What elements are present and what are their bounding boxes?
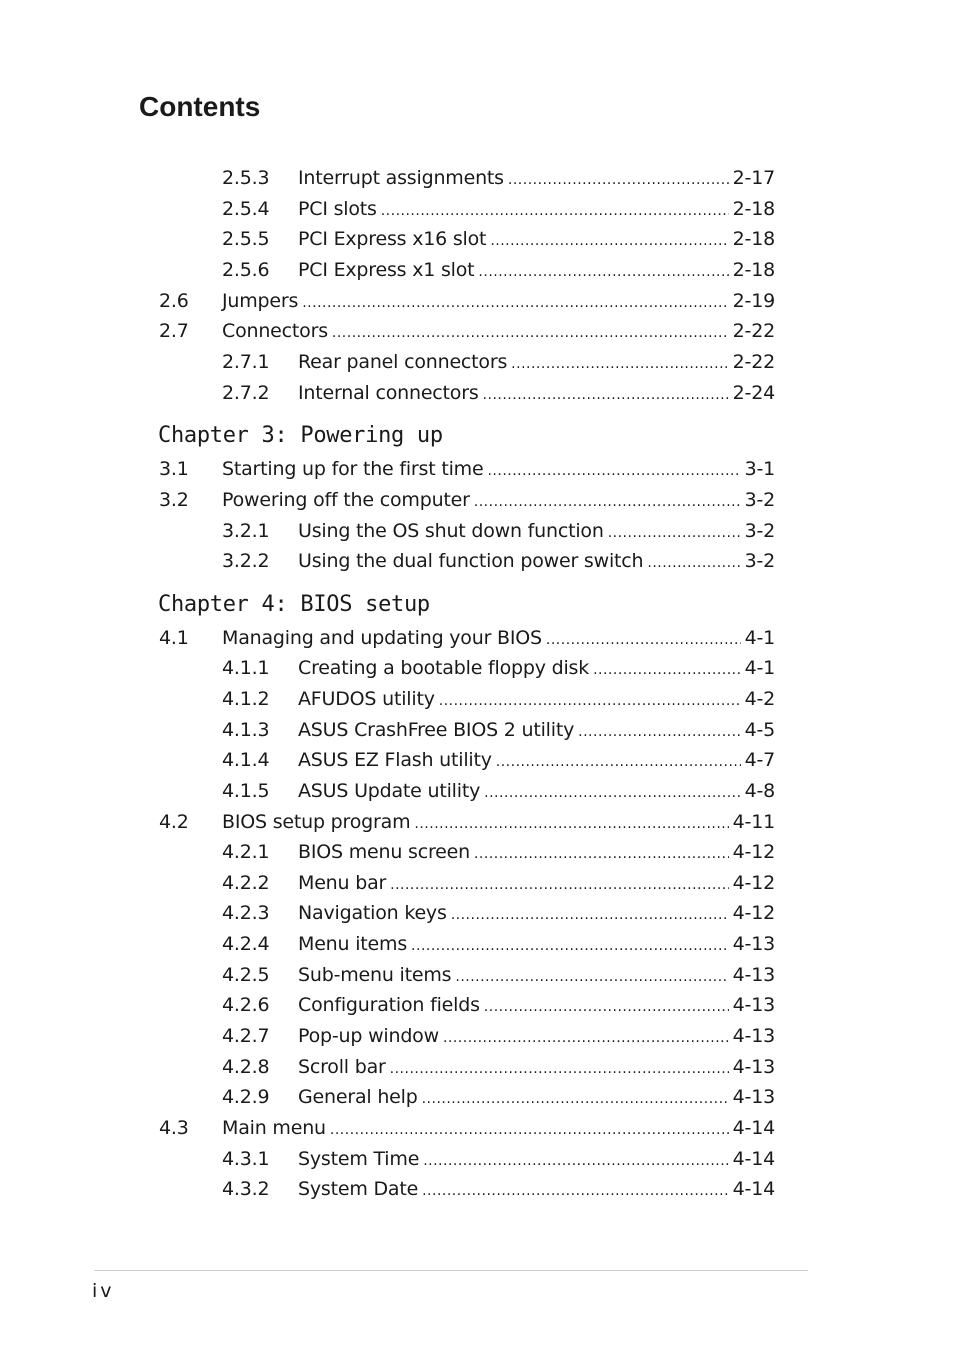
toc-entry[interactable] (222, 1144, 775, 1174)
dot-leader (490, 224, 728, 254)
toc-entry[interactable] (159, 1113, 775, 1143)
toc-entry-title: Using the OS shut down function (298, 520, 604, 542)
toc-entry-title: Scroll bar (298, 1056, 386, 1078)
dot-leader (422, 1082, 729, 1112)
toc-entry-title: PCI Express x16 slot (298, 228, 487, 250)
toc-entry-page: 2-17 (732, 167, 775, 189)
toc-entry[interactable] (222, 546, 775, 576)
dot-leader (332, 316, 729, 346)
toc-entry[interactable] (222, 868, 775, 898)
toc-entry-page: 4-1 (744, 657, 775, 679)
toc-entry[interactable] (222, 990, 775, 1020)
footer-divider (94, 1270, 808, 1271)
toc-entry-number: 4.1.5 (222, 780, 270, 802)
toc-entry-number: 4.2.6 (222, 994, 270, 1016)
toc-entry-page: 4-14 (732, 1148, 775, 1170)
toc-entry-page: 2-19 (732, 290, 775, 312)
toc-entry[interactable] (222, 745, 775, 775)
dot-leader (487, 454, 740, 484)
dot-leader (414, 807, 728, 837)
toc-entry-page: 4-11 (732, 811, 775, 833)
page-number: iv (92, 1280, 115, 1302)
toc-entry-title: Managing and updating your BIOS (222, 627, 542, 649)
toc-entry-number: 4.1.1 (222, 657, 270, 679)
toc-entry-page: 2-18 (732, 259, 775, 281)
toc-entry-number: 2.6 (159, 290, 189, 312)
dot-leader (390, 1052, 729, 1082)
dot-leader (439, 684, 741, 714)
toc-entry-page: 2-22 (732, 351, 775, 373)
toc-entry-title: ASUS Update utility (298, 780, 481, 802)
dot-leader (474, 837, 729, 867)
toc-entry-title: Starting up for the first time (222, 458, 484, 480)
toc-entry-title: Interrupt assignments (298, 167, 504, 189)
toc-entry-title: Rear panel connectors (298, 351, 508, 373)
toc-entry-title: ASUS EZ Flash utility (298, 749, 492, 771)
toc-entry[interactable] (222, 194, 775, 224)
dot-leader (546, 623, 741, 653)
toc-entry[interactable] (159, 286, 775, 316)
toc-entry-title: BIOS setup program (222, 811, 411, 833)
toc-entry-number: 3.2 (159, 489, 189, 511)
toc-entry[interactable] (222, 715, 775, 745)
toc-entry-title: PCI Express x1 slot (298, 259, 475, 281)
toc-entry-page: 3-2 (744, 520, 775, 542)
toc-entry-number: 2.5.5 (222, 228, 270, 250)
toc-entry-number: 4.2.7 (222, 1025, 270, 1047)
toc-entry[interactable] (222, 898, 775, 928)
toc-entry-title: System Time (298, 1148, 420, 1170)
toc-entry[interactable] (222, 1174, 775, 1204)
toc-entry-page: 4-12 (732, 872, 775, 894)
toc-entry-title: Pop-up window (298, 1025, 439, 1047)
toc-entry[interactable] (222, 776, 775, 806)
toc-entry[interactable] (159, 454, 775, 484)
toc-entry-page: 4-14 (732, 1117, 775, 1139)
dot-leader (330, 1113, 729, 1143)
toc-entry-number: 2.5.3 (222, 167, 270, 189)
toc-entry-number: 4.1.4 (222, 749, 270, 771)
dot-leader (302, 286, 728, 316)
toc-entry-page: 4-2 (744, 688, 775, 710)
toc-entry-number: 4.3 (159, 1117, 189, 1139)
page-title: Contents (139, 91, 261, 122)
dot-leader (496, 745, 741, 775)
toc-entry-page: 2-24 (732, 382, 775, 404)
toc-entry[interactable] (222, 653, 775, 683)
toc-entry-number: 4.2.9 (222, 1086, 270, 1108)
toc-entry[interactable] (222, 347, 775, 377)
toc-entry-title: Creating a bootable floppy disk (298, 657, 590, 679)
toc-entry-number: 4.2.8 (222, 1056, 270, 1078)
toc-entry-number: 4.2.3 (222, 902, 270, 924)
toc-entry[interactable] (222, 224, 775, 254)
toc-entry-title: Connectors (222, 320, 328, 342)
toc-entry-number: 3.2.1 (222, 520, 270, 542)
dot-leader (423, 1144, 728, 1174)
toc-entry-number: 4.2 (159, 811, 189, 833)
toc-entry-page: 4-7 (744, 749, 775, 771)
toc-entry-title: Configuration fields (298, 994, 480, 1016)
toc-entry[interactable] (222, 163, 775, 193)
toc-entry[interactable] (222, 837, 775, 867)
toc-entry-number: 4.3.1 (222, 1148, 270, 1170)
toc-entry-title: Menu items (298, 933, 408, 955)
dot-leader (511, 347, 729, 377)
toc-entry-number: 4.1.3 (222, 719, 270, 741)
toc-entry-number: 2.7 (159, 320, 189, 342)
toc-entry[interactable] (222, 960, 775, 990)
toc-entry-page: 4-13 (732, 964, 775, 986)
toc-entry[interactable] (222, 929, 775, 959)
toc-entry-number: 4.1.2 (222, 688, 270, 710)
chapter-heading: Chapter 3: Powering up (158, 423, 443, 448)
toc-entry-page: 3-1 (744, 458, 775, 480)
dot-leader (474, 485, 741, 515)
dot-leader (484, 990, 729, 1020)
toc-entry-title: Powering off the computer (222, 489, 470, 511)
toc-entry-title: Sub-menu items (298, 964, 452, 986)
toc-entry-title: Menu bar (298, 872, 387, 894)
toc-entry-title: Main menu (222, 1117, 326, 1139)
toc-entry[interactable] (222, 1021, 775, 1051)
toc-entry-number: 4.2.1 (222, 841, 270, 863)
toc-entry-number: 4.2.2 (222, 872, 270, 894)
toc-entry[interactable] (159, 485, 775, 515)
dot-leader (455, 960, 728, 990)
toc-entry[interactable] (222, 255, 775, 285)
dot-leader (647, 546, 740, 576)
toc-entry[interactable] (222, 378, 775, 408)
dot-leader (381, 194, 729, 224)
toc-entry-number: 2.5.6 (222, 259, 270, 281)
toc-entry-number: 2.5.4 (222, 198, 270, 220)
toc-entry-title: Navigation keys (298, 902, 447, 924)
dot-leader (483, 378, 729, 408)
toc-entry-title: System Date (298, 1178, 419, 1200)
dot-leader (593, 653, 741, 683)
toc-entry-page: 4-1 (744, 627, 775, 649)
toc-entry-page: 4-13 (732, 994, 775, 1016)
chapter-heading: Chapter 4: BIOS setup (158, 592, 430, 617)
toc-entry-number: 4.1 (159, 627, 189, 649)
toc-entry-number: 4.2.5 (222, 964, 270, 986)
toc-entry[interactable] (222, 684, 775, 714)
toc-entry[interactable] (222, 1052, 775, 1082)
dot-leader (443, 1021, 729, 1051)
toc-entry-page: 4-12 (732, 902, 775, 924)
dot-leader (411, 929, 729, 959)
toc-entry-number: 3.2.2 (222, 550, 270, 572)
toc-entry-title: Internal connectors (298, 382, 479, 404)
toc-entry[interactable] (159, 623, 775, 653)
toc-entry[interactable] (159, 807, 775, 837)
toc-entry-page: 4-13 (732, 1025, 775, 1047)
dot-leader (578, 715, 740, 745)
toc-entry-page: 2-18 (732, 198, 775, 220)
toc-entry-page: 4-13 (732, 1086, 775, 1108)
toc-entry-title: General help (298, 1086, 418, 1108)
toc-entry-page: 4-12 (732, 841, 775, 863)
toc-entry-title: ASUS CrashFree BIOS 2 utility (298, 719, 575, 741)
toc-entry-number: 2.7.2 (222, 382, 270, 404)
dot-leader (508, 163, 729, 193)
toc-entry-page: 4-13 (732, 933, 775, 955)
toc-entry-title: Using the dual function power switch (298, 550, 644, 572)
toc-entry-number: 4.2.4 (222, 933, 270, 955)
toc-entry-number: 2.7.1 (222, 351, 270, 373)
toc-entry-page: 4-5 (744, 719, 775, 741)
toc-entry-page: 2-18 (732, 228, 775, 250)
dot-leader (451, 898, 729, 928)
toc-entry-page: 4-14 (732, 1178, 775, 1200)
dot-leader (608, 516, 741, 546)
toc-entry-page: 4-13 (732, 1056, 775, 1078)
toc-entry-page: 2-22 (732, 320, 775, 342)
dot-leader (484, 776, 740, 806)
toc-entry[interactable] (159, 316, 775, 346)
toc-entry-page: 3-2 (744, 550, 775, 572)
toc-entry-title: AFUDOS utility (298, 688, 435, 710)
toc-entry-page: 3-2 (744, 489, 775, 511)
toc-entry-title: PCI slots (298, 198, 377, 220)
toc-entry-number: 4.3.2 (222, 1178, 270, 1200)
toc-entry-page: 4-8 (744, 780, 775, 802)
toc-entry-title: BIOS menu screen (298, 841, 470, 863)
toc-entry[interactable] (222, 516, 775, 546)
toc-entry-number: 3.1 (159, 458, 189, 480)
toc-entry[interactable] (222, 1082, 775, 1112)
toc-entry-title: Jumpers (222, 290, 299, 312)
dot-leader (390, 868, 729, 898)
dot-leader (422, 1174, 729, 1204)
dot-leader (478, 255, 728, 285)
